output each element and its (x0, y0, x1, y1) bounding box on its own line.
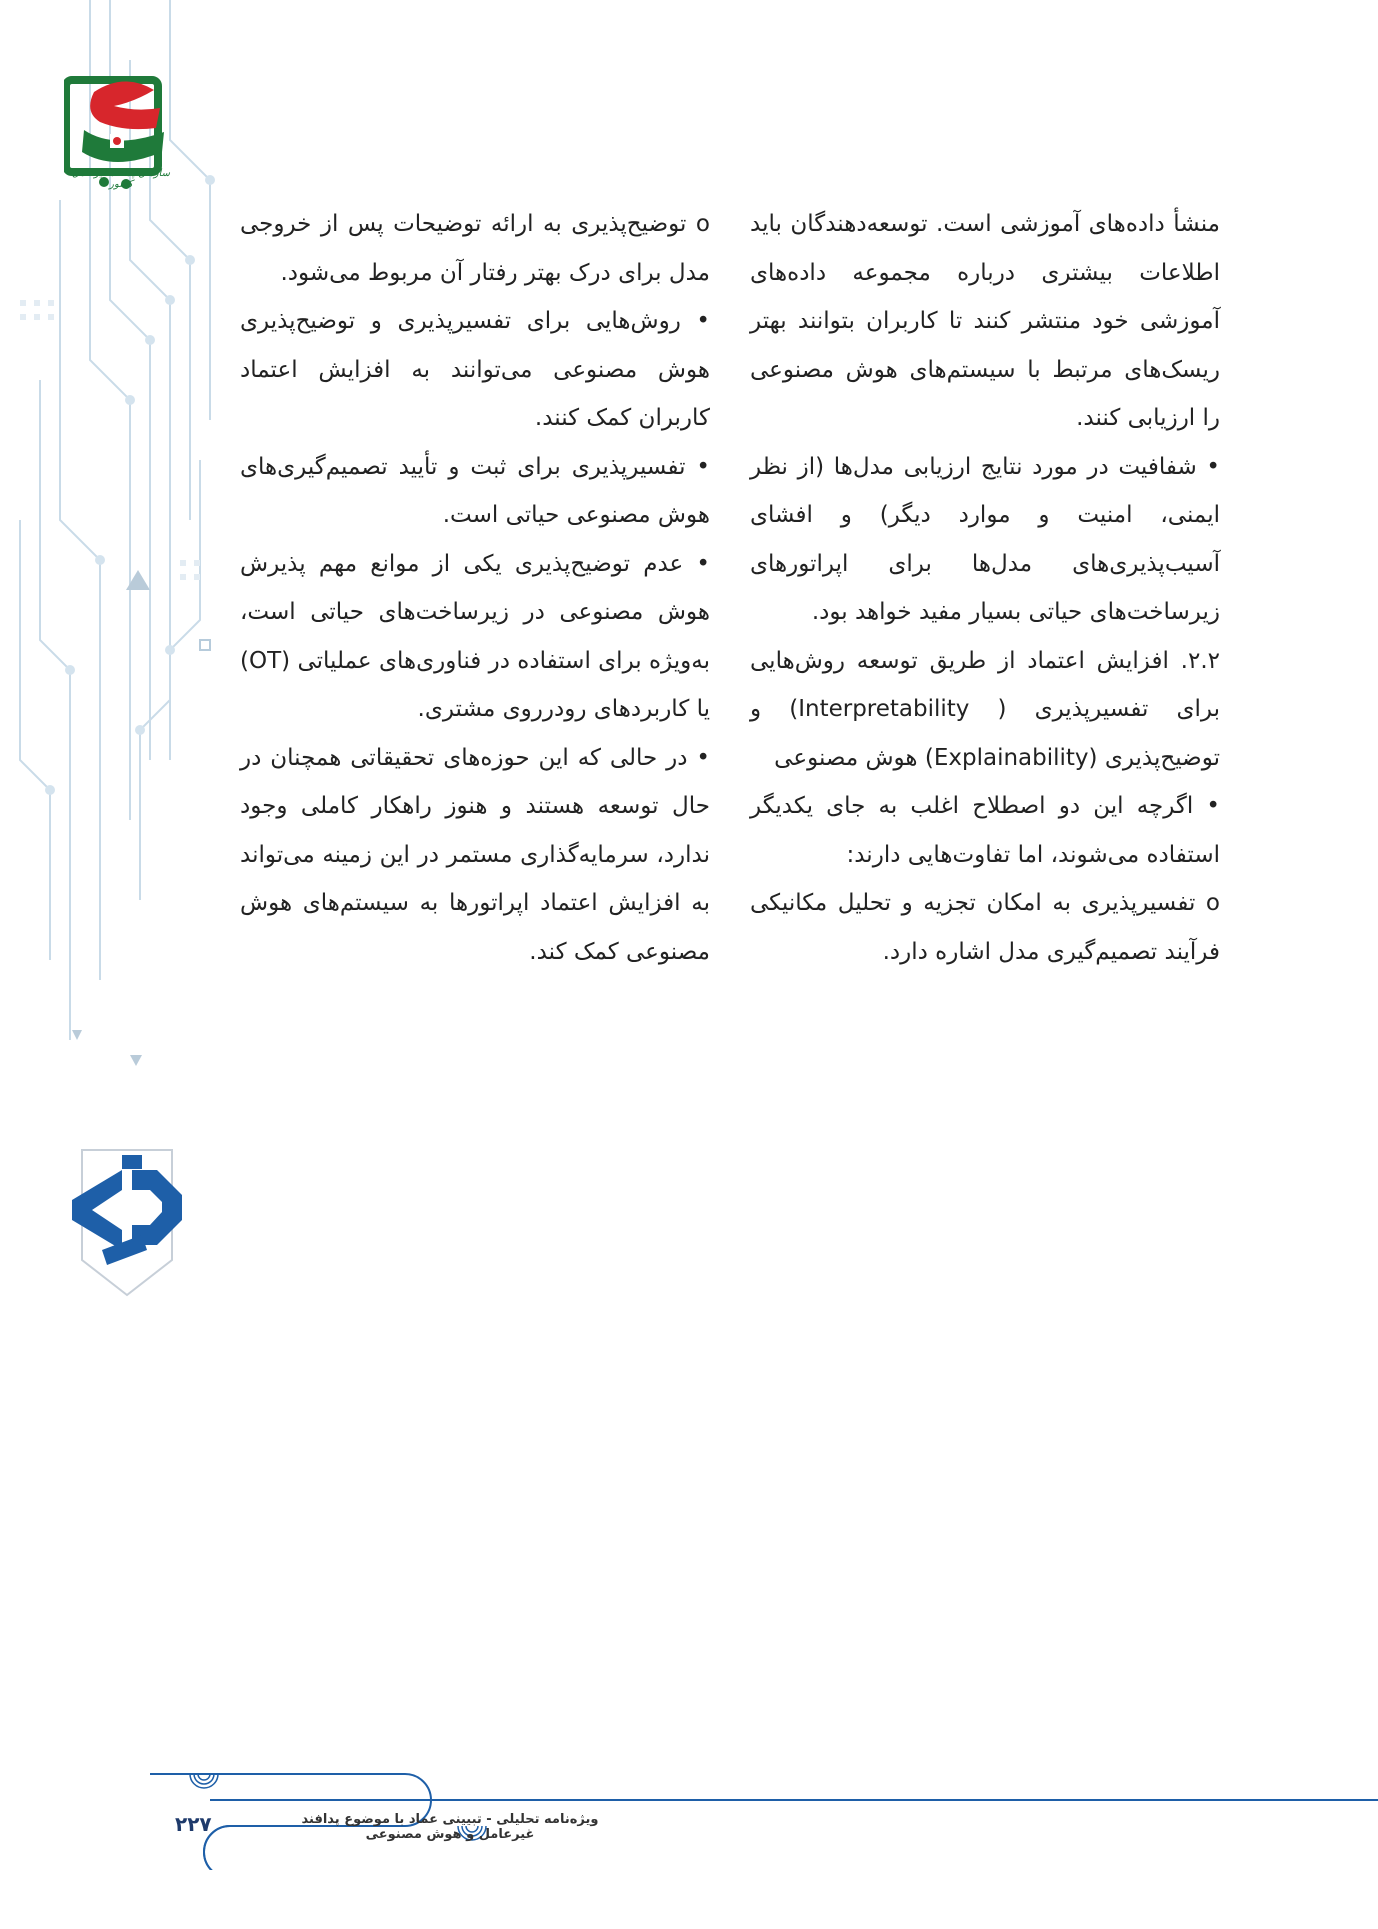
bullet-item: • عدم توضیح‌پذیری یکی از موانع مهم پذیرش هوش مصنوعی در زیرساخت‌های حیاتی است، به‌ویژه برای استفاده در فناوری‌های عملیاتی (OT) یا کاربردهای رودرروی مشتری. (240, 550, 710, 722)
bullet-item: • روش‌هایی برای تفسیرپذیری و توضیح‌پذیری هوش مصنوعی می‌توانند به افزایش اعتماد کاربران کمک کنند. (240, 308, 710, 431)
sub-bullet-item: o تفسیرپذیری به امکان تجزیه و تحلیل مکانیکی فرآیند تصمیم‌گیری مدل اشاره دارد. (750, 890, 1220, 965)
footer-title: ویژه‌نامه تحلیلی - تبیینی عماد با موضوع پدافند غیرعامل و هوش مصنوعی (301, 1812, 599, 1842)
bullet-item: • شفافیت در مورد نتایج ارزیابی مدل‌ها (از نظر ایمنی، امنیت و موارد دیگر) و افشای آسیب‌پذیری‌های مدل‌ها برای اپراتورهای زیرساخت‌های حیاتی بسیار مفید خواهد بود. (750, 453, 1220, 625)
text-column-right (750, 200, 1220, 976)
bullet-item: • اگرچه این دو اصطلاح اغلب به جای یکدیگر استفاده می‌شوند، اما تفاوت‌هایی دارند: (750, 793, 1220, 868)
page-number: ۲۲۷ (175, 1812, 212, 1836)
paragraph: منشأ داده‌های آموزشی است. توسعه‌دهندگان باید اطلاعات بیشتری درباره مجموعه داده‌های آموزشی خود منتشر کنند تا کاربران بتوانند بهتر ریسک‌های مرتبط با سیستم‌های هوش مصنوعی را ارزیابی کنند. (750, 211, 1220, 431)
emad-logo (62, 1140, 192, 1300)
bullet-item: • تفسیرپذیری برای ثبت و تأیید تصمیم‌گیری‌های هوش مصنوعی حیاتی است. (240, 453, 710, 528)
section-heading: ۲.۲. افزایش اعتماد از طریق توسعه روش‌هایی برای تفسیرپذیری ( Interpretability) و توضیح‌پذیری (Explainability) هوش مصنوعی (750, 647, 1220, 771)
bullet-item: • در حالی که این حوزه‌های تحقیقاتی همچنان در حال توسعه هستند و هنوز راهکار کاملی وجود ندارد، سرمایه‌گذاری مستمر در این زمینه می‌تواند به افزایش اعتماد اپراتورها به سیستم‌های هوش مصنوعی کمک کند. (240, 744, 710, 965)
sub-bullet-item: o توضیح‌پذیری به ارائه توضیحات پس از خروجی مدل برای درک بهتر رفتار آن مربوط می‌شود. (240, 211, 710, 286)
organization-caption: سازمان پدافند غیرعامل کشور (72, 168, 170, 190)
text-column-left (240, 200, 710, 976)
